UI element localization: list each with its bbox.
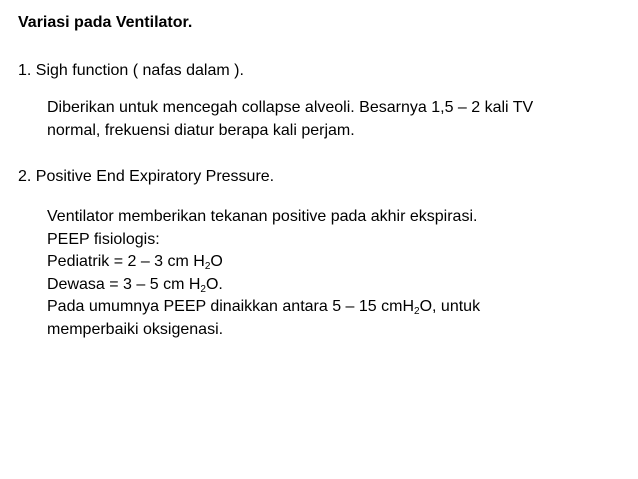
section-1-body (47, 97, 533, 142)
section-1-heading: 1. Sigh function ( nafas dalam ). (18, 62, 244, 79)
subscript-2: 2 (200, 283, 206, 295)
section-2-body (47, 206, 480, 341)
pediatric-peep-suffix: O (210, 253, 223, 270)
peep-range-suffix: O, untuk (419, 298, 481, 315)
subscript-2: 2 (414, 306, 420, 317)
subscript-2: 2 (204, 261, 211, 272)
section-1-body-line-1: Diberikan untuk mencegah collapse alveoli. Besarnya 1,5 – 2 kali TV (47, 99, 534, 116)
adult-peep-suffix: O. (205, 275, 223, 293)
pediatric-peep-text: Pediatrik = 2 – 3 cm H (47, 253, 205, 270)
slide-title: Variasi pada Ventilator. (18, 14, 193, 31)
section-1-body-line-2: normal, frekuensi diatur berapa kali perjam. (47, 121, 355, 139)
section-2-line-2: PEEP fisiologis: (47, 230, 160, 248)
section-2-line-5 (47, 296, 480, 319)
adult-peep-text: Dewasa = 3 – 5 cm H (47, 275, 201, 293)
section-2-line-1: Ventilator memberikan tekanan positive pada akhir ekspirasi. (47, 208, 478, 225)
section-2-line-4 (47, 274, 480, 297)
section-2-line-3 (47, 251, 480, 274)
section-2-heading: 2. Positive End Expiratory Pressure. (18, 168, 275, 185)
section-2-line-6: memperbaiki oksigenasi. (47, 320, 224, 338)
peep-range-text: Pada umumnya PEEP dinaikkan antara 5 – 15 cmH (47, 298, 415, 315)
